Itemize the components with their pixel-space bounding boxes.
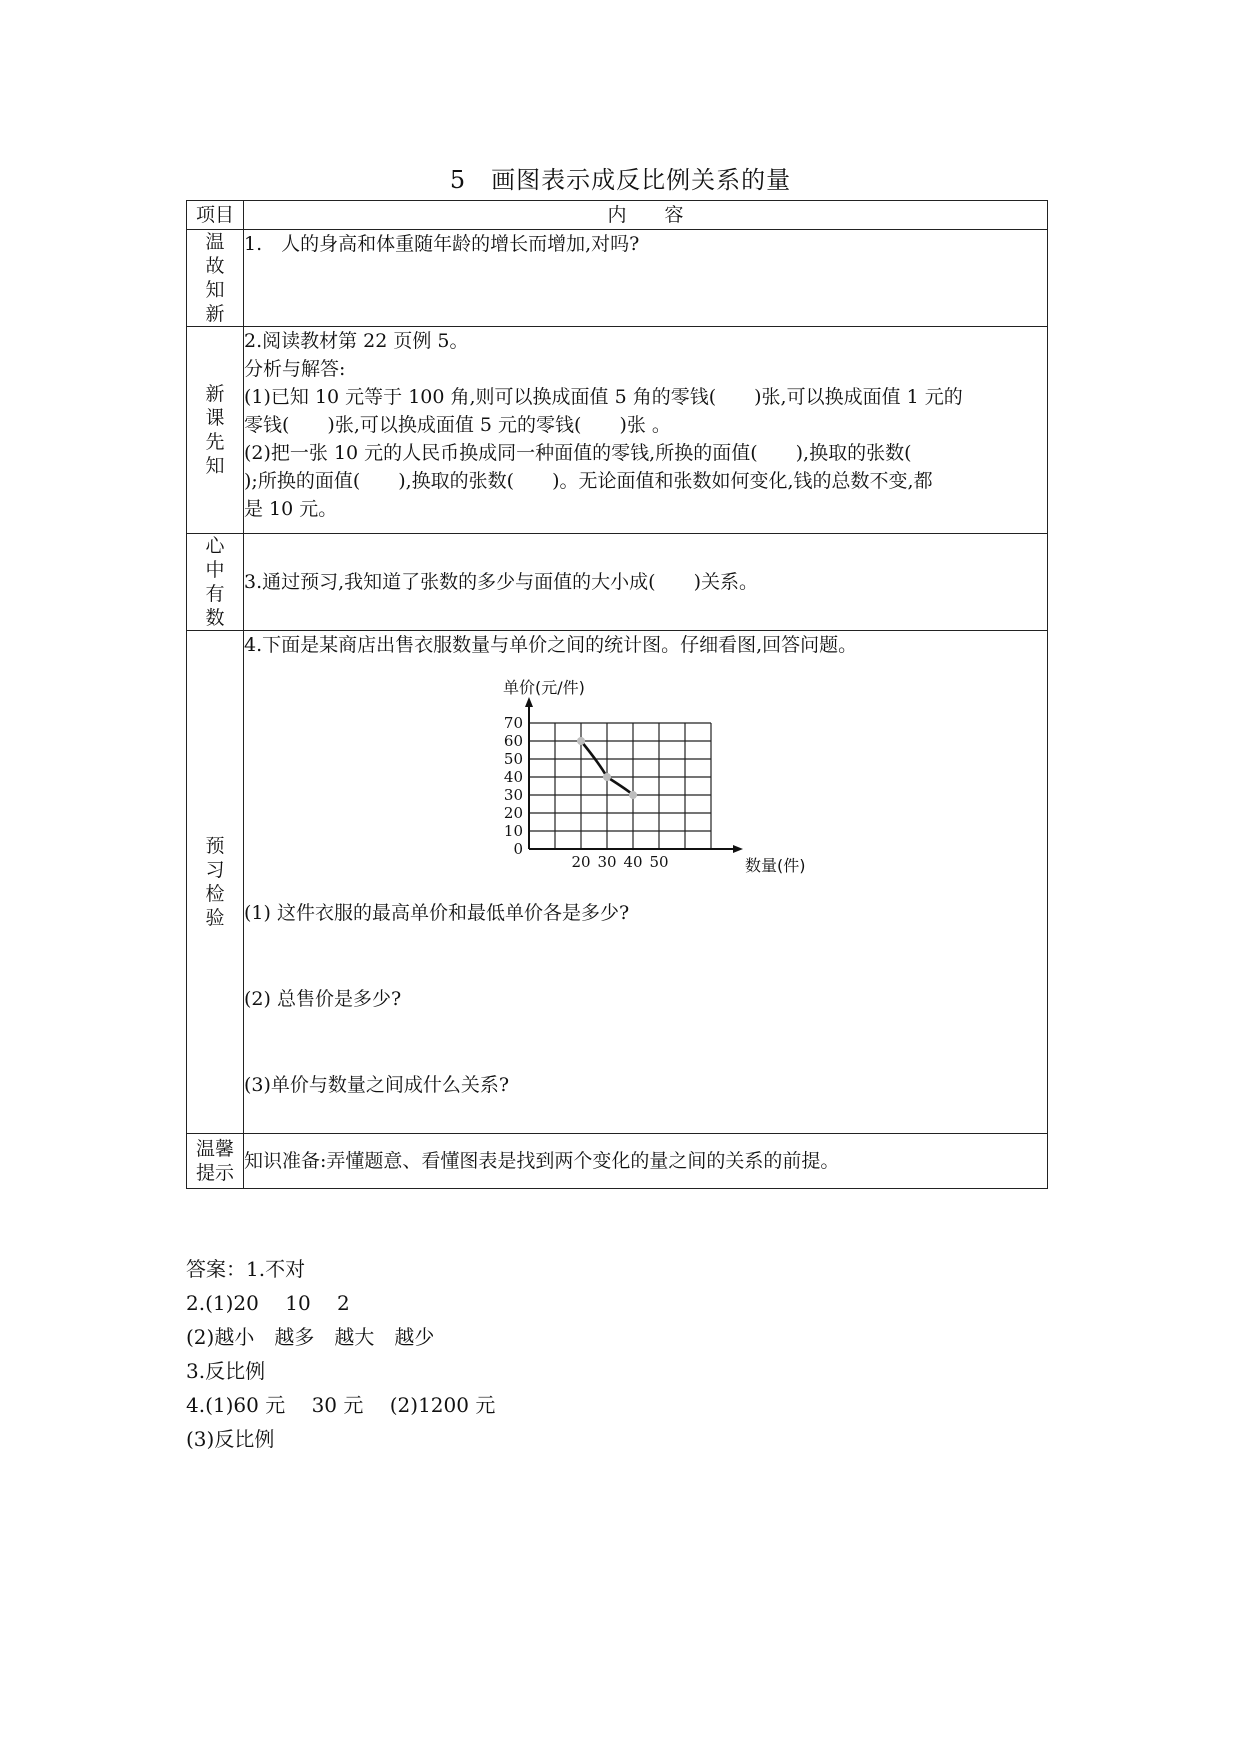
x-tick-label: 30 <box>597 853 617 871</box>
tip <box>244 1134 1048 1189</box>
y-tick-label: 40 <box>503 768 523 786</box>
label-char: 习 <box>205 859 225 881</box>
label-char: 心 <box>205 535 225 557</box>
y-tick-label: 70 <box>503 714 523 732</box>
header-content: 内 容 <box>244 201 1048 230</box>
data-point <box>603 773 611 781</box>
table-row <box>187 1134 1048 1189</box>
label-char: 先 <box>205 431 225 453</box>
y-tick-label: 10 <box>503 822 523 840</box>
y-tick-label: 60 <box>503 732 523 750</box>
tip-text: 知识准备:弄懂题意、看懂图表是找到两个变化的量之间的关系的前提。 <box>244 1150 840 1172</box>
question-text: 是 10 元。 <box>244 498 338 520</box>
row-label-mind <box>187 534 244 631</box>
label-char: 预 <box>205 835 225 857</box>
question-1 <box>244 230 1048 327</box>
table-row <box>187 230 1048 327</box>
question-text: );所换的面值( ),换取的张数( )。无论面值和张数如何变化,钱的总数不变,都 <box>244 470 933 492</box>
header-item: 项目 <box>187 201 244 230</box>
answer-line: (3)反比例 <box>186 1427 275 1451</box>
y-tick-label: 50 <box>503 750 523 768</box>
label-char: 新 <box>205 383 225 405</box>
question-text: 2.阅读教材第 22 页例 5。 <box>244 330 469 352</box>
x-axis-label: 数量(件) <box>745 856 806 875</box>
chart-container <box>244 659 1047 899</box>
x-tick-label: 20 <box>571 853 591 871</box>
question-text: 分析与解答: <box>244 358 346 380</box>
table-row <box>187 327 1048 534</box>
label-char: 知 <box>205 279 225 301</box>
sub-question-2: (2) 总售价是多少? <box>244 988 402 1010</box>
question-3 <box>244 534 1048 631</box>
label-char: 知 <box>205 455 225 477</box>
row-label-review <box>187 230 244 327</box>
label-char: 有 <box>205 583 225 605</box>
label-char: 提示 <box>195 1162 234 1184</box>
data-point <box>577 737 585 745</box>
y-tick-label: 0 <box>513 840 523 858</box>
label-char: 检 <box>205 883 225 905</box>
answer-line: 2.(1)20 10 2 <box>186 1291 350 1315</box>
y-tick-label: 30 <box>503 786 523 804</box>
answer-line: (2)越小 越多 越大 越少 <box>186 1325 435 1349</box>
label-char: 验 <box>205 907 225 929</box>
answer-line: 4.(1)60 元 30 元 (2)1200 元 <box>186 1393 496 1417</box>
question-text: 3.通过预习,我知道了张数的多少与面值的大小成( )关系。 <box>244 571 758 593</box>
y-axis-arrow <box>525 697 533 707</box>
y-tick-label: 20 <box>503 804 523 822</box>
question-text: (2)把一张 10 元的人民币换成同一种面值的零钱,所换的面值( ),换取的张数( <box>244 442 912 464</box>
question-text: 4.下面是某商店出售衣服数量与单价之间的统计图。仔细看图,回答问题。 <box>244 634 858 656</box>
row-label-preview <box>187 327 244 534</box>
answer-line: 3.反比例 <box>186 1359 266 1383</box>
question-text: (1)已知 10 元等于 100 角,则可以换成面值 5 角的零钱( )张,可以换成面值 1 元的 <box>244 386 963 408</box>
data-point <box>629 791 637 799</box>
label-char: 温馨 <box>195 1138 234 1160</box>
worksheet-table <box>186 200 1048 1189</box>
table-row <box>187 534 1048 631</box>
question-4 <box>244 631 1048 1134</box>
question-2 <box>244 327 1048 534</box>
price-quantity-chart <box>479 659 819 899</box>
answer-section <box>186 1252 495 1456</box>
label-char: 故 <box>205 255 225 277</box>
label-char: 课 <box>205 407 225 429</box>
row-label-check <box>187 631 244 1134</box>
question-text: 1. 人的身高和体重随年龄的增长而增加,对吗? <box>244 233 640 255</box>
row-label-tip <box>187 1134 244 1189</box>
y-axis-label: 单价(元/件) <box>503 678 585 697</box>
x-tick-label: 50 <box>649 853 669 871</box>
x-tick-label: 40 <box>623 853 643 871</box>
sub-question-1: (1) 这件衣服的最高单价和最低单价各是多少? <box>244 902 630 924</box>
label-char: 中 <box>205 559 225 581</box>
question-text: 零钱( )张,可以换成面值 5 元的零钱( )张 。 <box>244 414 671 436</box>
answer-line: 答案：1.不对 <box>186 1257 306 1281</box>
sub-question-3: (3)单价与数量之间成什么关系? <box>244 1074 510 1096</box>
label-char: 温 <box>205 231 225 253</box>
x-axis-arrow <box>733 845 743 853</box>
table-header-row <box>187 201 1048 230</box>
page-title: 5 画图表示成反比例关系的量 <box>449 166 792 194</box>
label-char: 数 <box>205 607 225 629</box>
table-row <box>187 631 1048 1134</box>
label-char: 新 <box>205 303 225 325</box>
